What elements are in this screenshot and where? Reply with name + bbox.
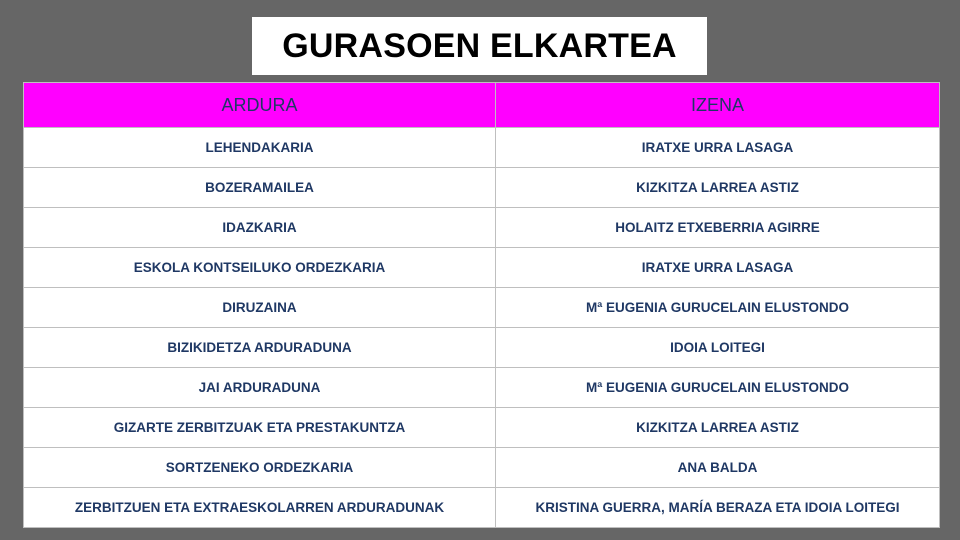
- table-row: [24, 168, 940, 208]
- name-cell: Mª EUGENIA GURUCELAIN ELUSTONDO: [496, 288, 940, 328]
- table-row: [24, 288, 940, 328]
- name-cell: KIZKITZA LARREA ASTIZ: [496, 168, 940, 208]
- column-header-izena: IZENA: [496, 83, 940, 128]
- table-header-row: [24, 83, 940, 128]
- table-row: [24, 208, 940, 248]
- name-cell: ANA BALDA: [496, 448, 940, 488]
- table-row: [24, 488, 940, 528]
- role-cell: DIRUZAINA: [24, 288, 496, 328]
- name-cell: IDOIA LOITEGI: [496, 328, 940, 368]
- table-row: [24, 448, 940, 488]
- table-row: [24, 128, 940, 168]
- name-cell: KIZKITZA LARREA ASTIZ: [496, 408, 940, 448]
- role-cell: ZERBITZUEN ETA EXTRAESKOLARREN ARDURADUNAK: [24, 488, 496, 528]
- title-box: [252, 17, 707, 75]
- table-row: [24, 328, 940, 368]
- table-row: [24, 248, 940, 288]
- name-cell: KRISTINA GUERRA, MARÍA BERAZA ETA IDOIA LOITEGI: [496, 488, 940, 528]
- role-cell: BOZERAMAILEA: [24, 168, 496, 208]
- role-cell: JAI ARDURADUNA: [24, 368, 496, 408]
- role-cell: BIZIKIDETZA ARDURADUNA: [24, 328, 496, 368]
- role-cell: GIZARTE ZERBITZUAK ETA PRESTAKUNTZA: [24, 408, 496, 448]
- name-cell: IRATXE URRA LASAGA: [496, 128, 940, 168]
- role-cell: ESKOLA KONTSEILUKO ORDEZKARIA: [24, 248, 496, 288]
- roles-table: [23, 82, 940, 528]
- column-header-ardura: ARDURA: [24, 83, 496, 128]
- role-cell: IDAZKARIA: [24, 208, 496, 248]
- page-title: GURASOEN ELKARTEA: [282, 26, 677, 65]
- table-row: [24, 408, 940, 448]
- name-cell: Mª EUGENIA GURUCELAIN ELUSTONDO: [496, 368, 940, 408]
- role-cell: SORTZENEKO ORDEZKARIA: [24, 448, 496, 488]
- name-cell: HOLAITZ ETXEBERRIA AGIRRE: [496, 208, 940, 248]
- name-cell: IRATXE URRA LASAGA: [496, 248, 940, 288]
- table-row: [24, 368, 940, 408]
- role-cell: LEHENDAKARIA: [24, 128, 496, 168]
